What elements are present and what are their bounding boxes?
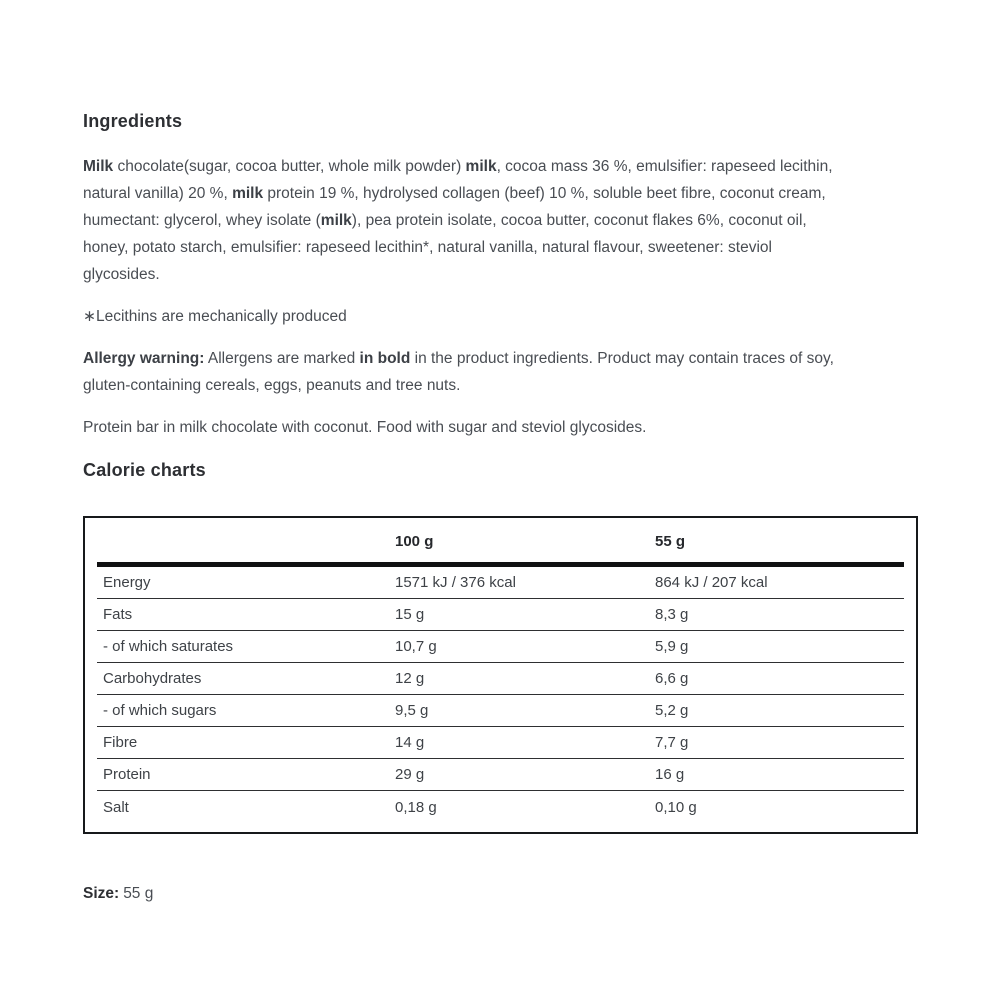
table-row xyxy=(97,631,904,663)
product-description: Protein bar in milk chocolate with coconut. Food with sugar and steviol glycosides. xyxy=(83,419,647,436)
row-value-55g: 16 g xyxy=(655,766,685,783)
row-value-55g: 864 kJ / 207 kcal xyxy=(655,574,768,591)
row-label: Fibre xyxy=(103,734,138,751)
row-value-100g: 10,7 g xyxy=(395,638,437,655)
allergy-warning: Allergy warning: Allergens are marked in bold in the product ingredients. Product may contain traces of soy, gluten-containing cereals, eggs, peanuts and tree nuts. xyxy=(83,350,834,394)
calorie-table-body xyxy=(97,567,904,823)
row-label: Carbohydrates xyxy=(103,670,202,687)
calorie-table xyxy=(83,516,918,834)
calorie-charts-heading: Calorie charts xyxy=(83,460,206,480)
row-label: Salt xyxy=(103,798,129,816)
header-55g: 55 g xyxy=(655,533,686,550)
row-value-55g: 8,3 g xyxy=(655,606,689,623)
row-value-100g: 1571 kJ / 376 kcal xyxy=(395,574,516,591)
row-value-55g: 0,10 g xyxy=(655,798,697,816)
table-row xyxy=(97,695,904,727)
table-row xyxy=(97,599,904,631)
lecithin-note: ∗Lecithins are mechanically produced xyxy=(83,308,347,325)
header-100g: 100 g xyxy=(395,533,434,550)
table-row xyxy=(97,759,904,791)
row-value-55g: 6,6 g xyxy=(655,670,689,687)
row-value-55g: 7,7 g xyxy=(655,734,689,751)
size-label: Size: xyxy=(83,885,120,902)
row-label: Energy xyxy=(103,574,151,591)
row-label: Fats xyxy=(103,606,133,623)
row-label: - of which saturates xyxy=(103,638,234,655)
row-value-55g: 5,9 g xyxy=(655,638,689,655)
row-label: - of which sugars xyxy=(103,702,217,719)
table-row xyxy=(97,727,904,759)
table-row xyxy=(97,791,904,823)
row-value-55g: 5,2 g xyxy=(655,702,689,719)
table-row xyxy=(97,567,904,599)
row-label: Protein xyxy=(103,766,151,783)
row-value-100g: 9,5 g xyxy=(395,702,429,719)
row-value-100g: 15 g xyxy=(395,606,425,623)
ingredients-heading: Ingredients xyxy=(83,111,183,131)
ingredients-paragraph: Milk chocolate(sugar, cocoa butter, whole milk powder) milk, cocoa mass 36 %, emulsifier: rapeseed lecithin, natural vanilla) 20 %, milk protein 19 %, hydrolysed collagen (beef) 10 %, soluble beet fibre, coconut cream, humectant: glycerol, whey isolate (milk), pea protein isolate, cocoa butter, coconut flakes 6%, coconut oil, honey, potato starch, emulsifier: rapeseed lecithin*, natural vanilla, natural flavour, sweetener: steviol glycosides. xyxy=(83,158,833,283)
row-value-100g: 14 g xyxy=(395,734,425,751)
size-line xyxy=(83,880,835,907)
size-value: 55 g xyxy=(123,885,154,902)
table-row xyxy=(97,663,904,695)
calorie-table-header xyxy=(97,518,904,562)
row-value-100g: 12 g xyxy=(395,670,425,687)
row-value-100g: 0,18 g xyxy=(395,798,437,816)
row-value-100g: 29 g xyxy=(395,766,425,783)
